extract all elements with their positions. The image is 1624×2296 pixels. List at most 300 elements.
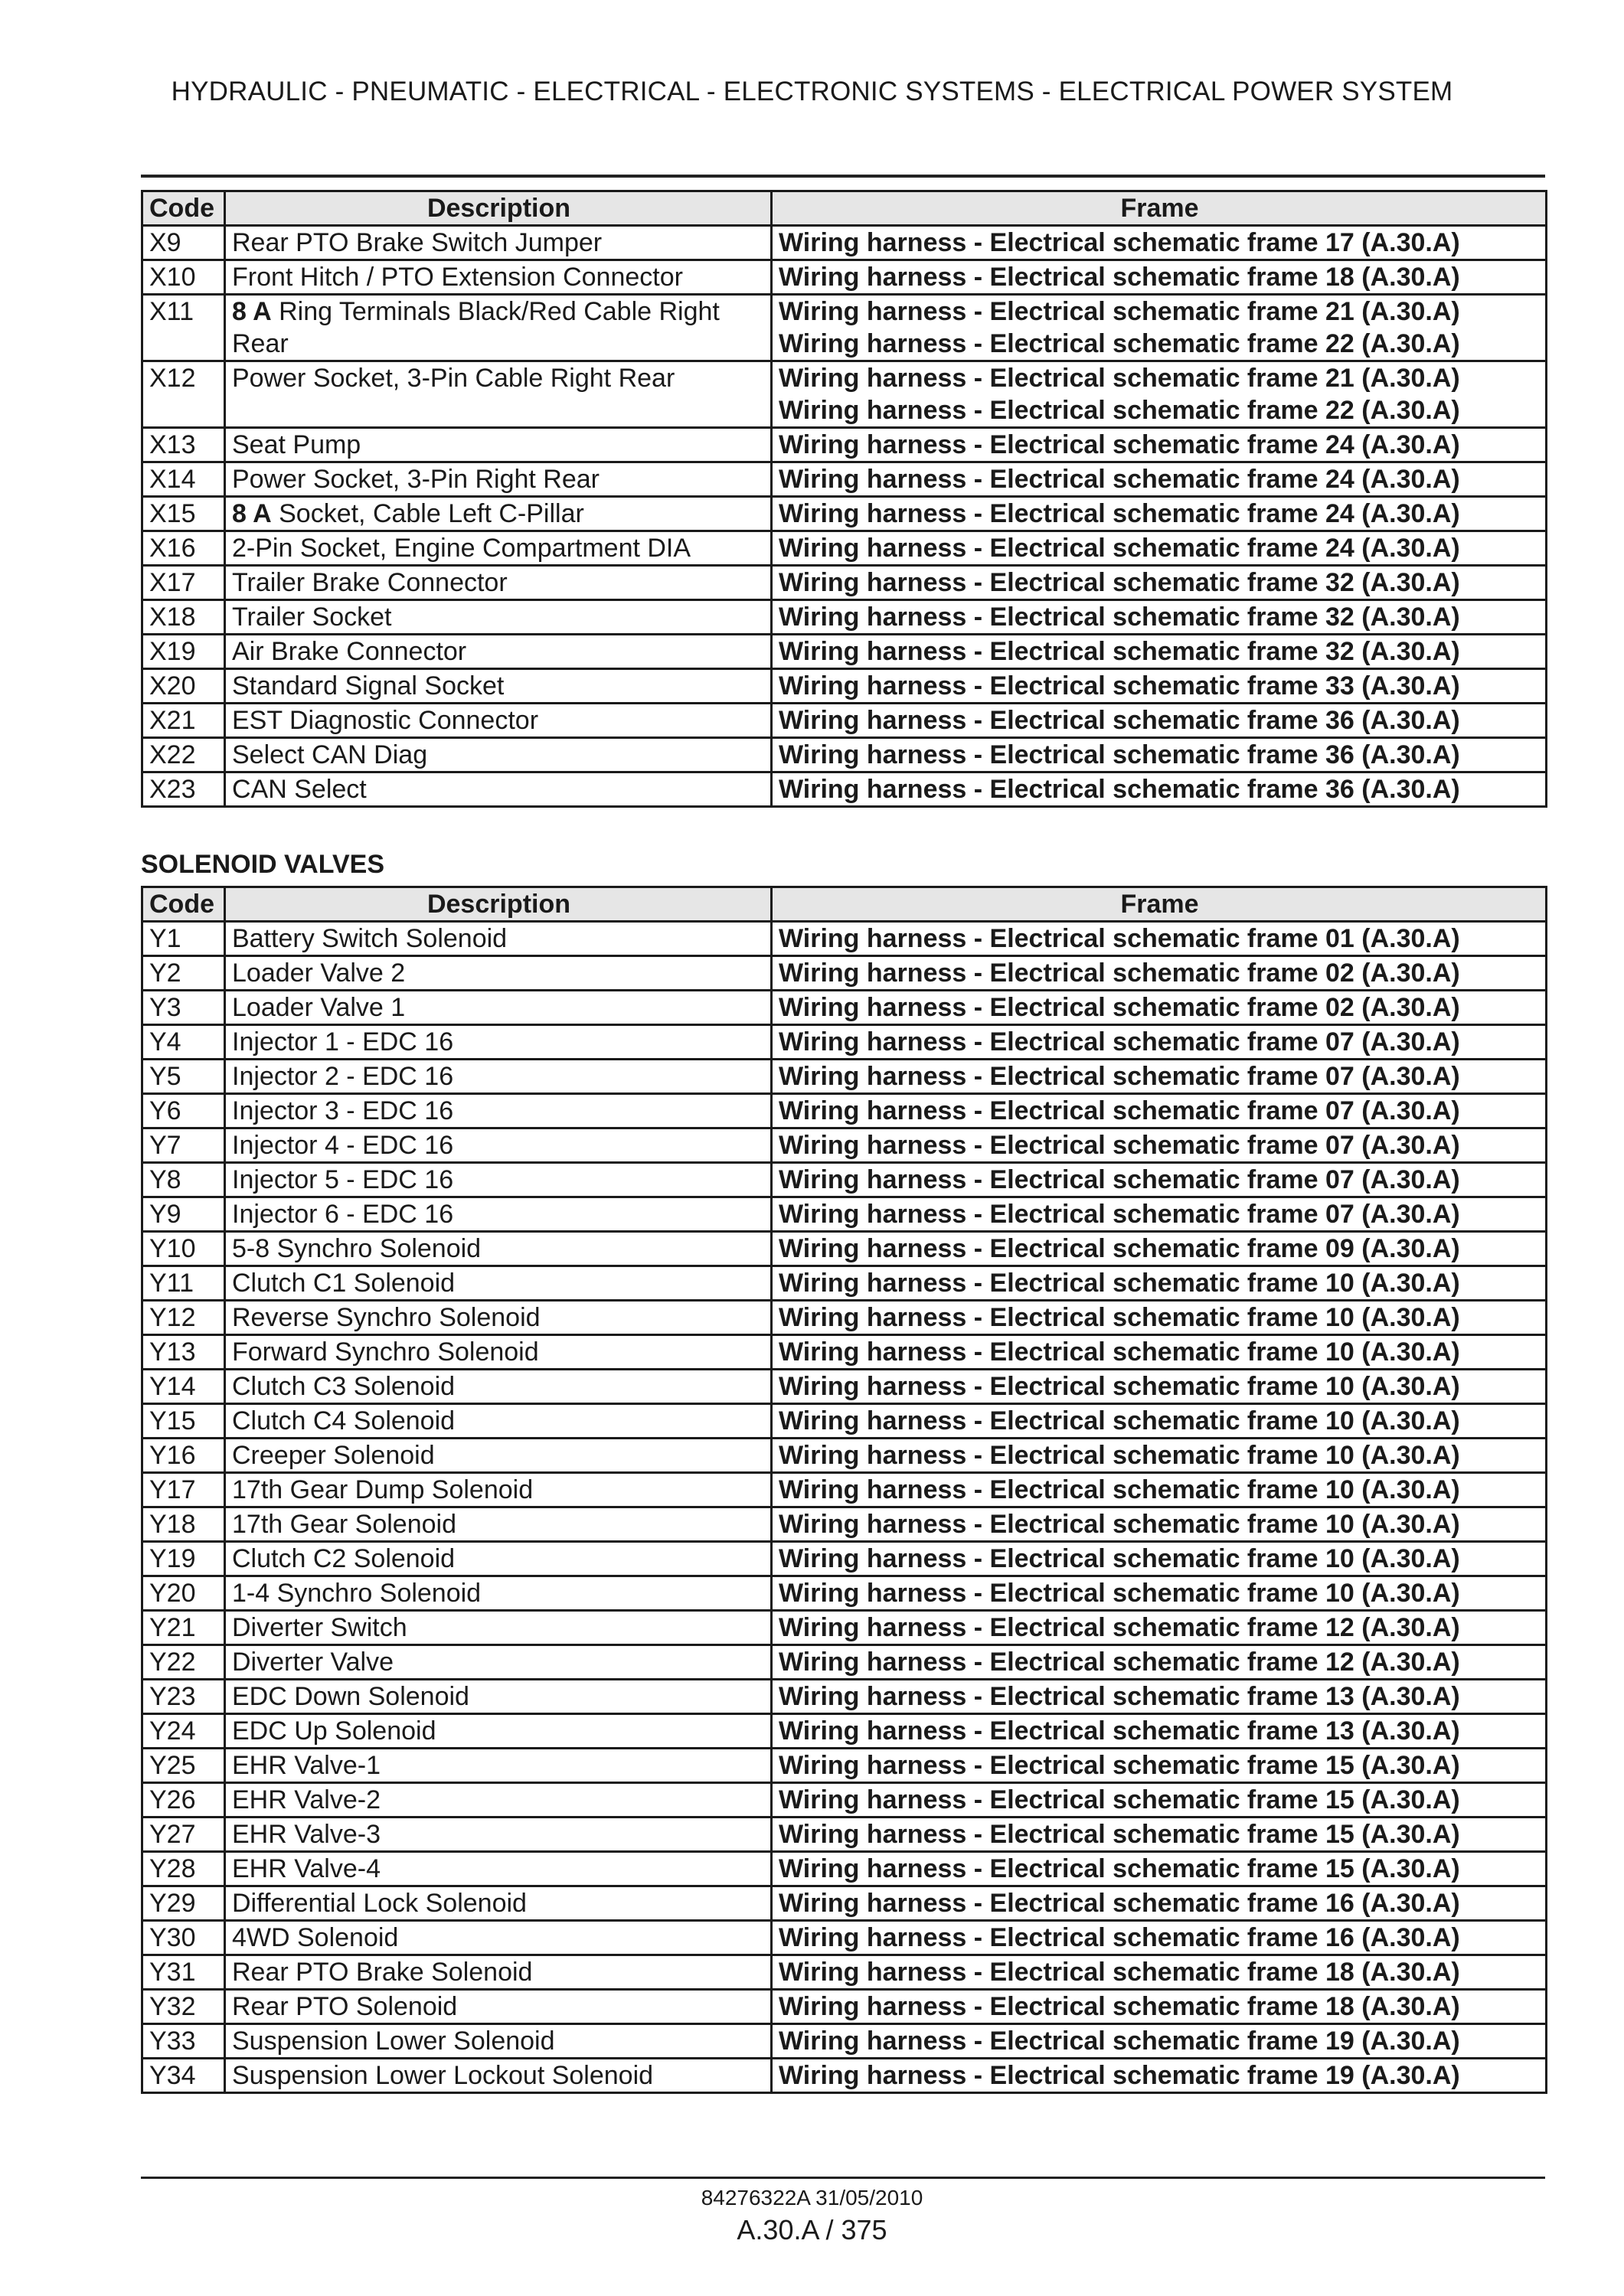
table-row <box>142 2059 1547 2093</box>
row-frame <box>772 1783 1547 1818</box>
frame-reference: Wiring harness - Electrical schematic frame 16 (A.30.A) <box>779 1889 1460 1918</box>
description-line <box>232 1577 766 1609</box>
description-line <box>232 2059 766 2092</box>
description-line <box>232 957 766 989</box>
row-description <box>225 1197 772 1232</box>
frame-reference: Wiring harness - Electrical schematic frame 24 (A.30.A) <box>779 430 1460 459</box>
table-row <box>142 531 1547 566</box>
table-row <box>142 956 1547 991</box>
row-description <box>225 669 772 704</box>
frame-reference: Wiring harness - Electrical schematic frame 22 (A.30.A) <box>779 396 1460 425</box>
frame-reference: Wiring harness - Electrical schematic frame 10 (A.30.A) <box>779 1303 1460 1332</box>
row-code: Y20 <box>142 1576 225 1611</box>
row-description <box>225 922 772 956</box>
table-row <box>142 1749 1547 1783</box>
section-title-solenoid-valves: SOLENOID VALVES <box>141 850 385 879</box>
table-row <box>142 462 1547 497</box>
frame-reference: Wiring harness - Electrical schematic frame 10 (A.30.A) <box>779 1406 1460 1435</box>
description-text: Rear PTO Brake Solenoid <box>232 1958 533 1987</box>
table-row <box>142 2024 1547 2059</box>
row-description <box>225 1886 772 1921</box>
row-frame <box>772 1542 1547 1576</box>
frame-reference: Wiring harness - Electrical schematic frame 07 (A.30.A) <box>779 1131 1460 1160</box>
description-line <box>232 773 766 805</box>
frame-reference: Wiring harness - Electrical schematic frame 07 (A.30.A) <box>779 1062 1460 1091</box>
row-frame <box>772 428 1547 462</box>
row-description <box>225 1542 772 1576</box>
row-frame <box>772 1473 1547 1507</box>
description-line <box>232 601 766 633</box>
description-line <box>232 567 766 599</box>
row-code: X19 <box>142 635 225 669</box>
description-text: EHR Valve-3 <box>232 1820 381 1849</box>
row-description <box>225 1163 772 1197</box>
row-description <box>225 295 772 361</box>
frame-reference: Wiring harness - Electrical schematic frame 24 (A.30.A) <box>779 465 1460 494</box>
row-frame <box>772 2024 1547 2059</box>
row-code: X14 <box>142 462 225 497</box>
row-description <box>225 462 772 497</box>
row-code: Y32 <box>142 1990 225 2024</box>
row-code: Y34 <box>142 2059 225 2093</box>
row-code: Y6 <box>142 1094 225 1128</box>
description-line <box>232 1302 766 1334</box>
description-line <box>232 1439 766 1471</box>
description-line <box>232 1060 766 1092</box>
row-code: Y31 <box>142 1955 225 1990</box>
description-bold-prefix: 8 A <box>232 297 272 326</box>
row-frame <box>772 1335 1547 1370</box>
row-frame <box>772 1128 1547 1163</box>
table-row <box>142 669 1547 704</box>
row-frame <box>772 1025 1547 1060</box>
description-line <box>232 1543 766 1575</box>
description-text: EDC Up Solenoid <box>232 1716 436 1746</box>
table-row <box>142 1955 1547 1990</box>
frame-reference: Wiring harness - Electrical schematic frame 36 (A.30.A) <box>779 706 1460 735</box>
frame-reference: Wiring harness - Electrical schematic frame 07 (A.30.A) <box>779 1027 1460 1057</box>
row-code: X22 <box>142 738 225 772</box>
frame-reference: Wiring harness - Electrical schematic frame 07 (A.30.A) <box>779 1200 1460 1229</box>
description-text: Rear PTO Brake Switch Jumper <box>232 228 603 257</box>
row-description <box>225 1060 772 1094</box>
description-line <box>232 923 766 955</box>
description-line <box>232 296 766 328</box>
row-frame <box>772 1094 1547 1128</box>
description-text: Reverse Synchro Solenoid <box>232 1303 541 1332</box>
row-code: Y19 <box>142 1542 225 1576</box>
row-frame <box>772 1163 1547 1197</box>
description-text: Clutch C3 Solenoid <box>232 1372 456 1401</box>
row-frame <box>772 1301 1547 1335</box>
frame-reference: Wiring harness - Electrical schematic frame 15 (A.30.A) <box>779 1751 1460 1780</box>
row-code: Y5 <box>142 1060 225 1094</box>
table-row <box>142 1094 1547 1128</box>
solenoid-valves-table <box>141 886 1547 2094</box>
description-text: Rear <box>232 329 289 358</box>
description-line <box>232 1922 766 1954</box>
frame-reference: Wiring harness - Electrical schematic frame 10 (A.30.A) <box>779 1372 1460 1401</box>
row-frame <box>772 1611 1547 1645</box>
row-code: Y16 <box>142 1439 225 1473</box>
row-code: Y22 <box>142 1645 225 1680</box>
row-frame <box>772 1197 1547 1232</box>
row-description <box>225 1611 772 1645</box>
description-line <box>232 362 766 394</box>
row-frame <box>772 2059 1547 2093</box>
row-frame <box>772 772 1547 807</box>
row-code: X16 <box>142 531 225 566</box>
row-frame <box>772 1507 1547 1542</box>
description-text: CAN Select <box>232 775 367 804</box>
table-row <box>142 1542 1547 1576</box>
description-line <box>232 429 766 461</box>
row-frame <box>772 1439 1547 1473</box>
row-frame <box>772 260 1547 295</box>
row-description <box>225 361 772 428</box>
row-code: X23 <box>142 772 225 807</box>
row-code: X15 <box>142 497 225 531</box>
row-description <box>225 991 772 1025</box>
table-row <box>142 428 1547 462</box>
frame-reference: Wiring harness - Electrical schematic frame 09 (A.30.A) <box>779 1234 1460 1263</box>
description-line <box>232 1164 766 1196</box>
table-row <box>142 1886 1547 1921</box>
row-description <box>225 260 772 295</box>
row-code: Y9 <box>142 1197 225 1232</box>
description-text: Socket, Cable Left C-Pillar <box>271 499 584 528</box>
frame-reference: Wiring harness - Electrical schematic frame 18 (A.30.A) <box>779 1958 1460 1987</box>
description-text: EHR Valve-2 <box>232 1785 381 1814</box>
table-row <box>142 1163 1547 1197</box>
description-text: Seat Pump <box>232 430 361 459</box>
description-line <box>232 1508 766 1540</box>
row-frame <box>772 1886 1547 1921</box>
frame-reference: Wiring harness - Electrical schematic frame 24 (A.30.A) <box>779 534 1460 563</box>
description-text: Injector 5 - EDC 16 <box>232 1165 454 1194</box>
row-code: X11 <box>142 295 225 361</box>
description-text: Differential Lock Solenoid <box>232 1889 527 1918</box>
row-description <box>225 2059 772 2093</box>
description-line <box>232 635 766 668</box>
description-line <box>232 1749 766 1782</box>
table-row <box>142 600 1547 635</box>
description-line <box>232 1646 766 1678</box>
row-code: Y27 <box>142 1818 225 1852</box>
table-row <box>142 260 1547 295</box>
frame-reference: Wiring harness - Electrical schematic frame 18 (A.30.A) <box>779 263 1460 292</box>
description-text: 17th Gear Solenoid <box>232 1510 456 1539</box>
row-description <box>225 1852 772 1886</box>
frame-reference: Wiring harness - Electrical schematic frame 10 (A.30.A) <box>779 1337 1460 1367</box>
description-text: Front Hitch / PTO Extension Connector <box>232 263 683 292</box>
row-code: Y15 <box>142 1404 225 1439</box>
row-code: Y12 <box>142 1301 225 1335</box>
frame-reference: Wiring harness - Electrical schematic frame 10 (A.30.A) <box>779 1510 1460 1539</box>
frame-reference: Wiring harness - Electrical schematic frame 10 (A.30.A) <box>779 1475 1460 1504</box>
description-text: Clutch C1 Solenoid <box>232 1269 456 1298</box>
description-text: Diverter Switch <box>232 1613 407 1642</box>
table-row <box>142 1852 1547 1886</box>
description-line <box>232 498 766 530</box>
column-header-frame: Frame <box>772 191 1547 226</box>
column-header-code: Code <box>142 887 225 922</box>
row-description <box>225 1439 772 1473</box>
frame-reference: Wiring harness - Electrical schematic frame 10 (A.30.A) <box>779 1269 1460 1298</box>
row-description <box>225 600 772 635</box>
row-code: Y18 <box>142 1507 225 1542</box>
row-frame <box>772 922 1547 956</box>
description-line <box>232 1887 766 1919</box>
row-frame <box>772 1955 1547 1990</box>
table-row <box>142 1714 1547 1749</box>
row-frame <box>772 497 1547 531</box>
row-code: Y24 <box>142 1714 225 1749</box>
table-row <box>142 1404 1547 1439</box>
description-text: 4WD Solenoid <box>232 1923 399 1952</box>
row-code: Y25 <box>142 1749 225 1783</box>
frame-reference: Wiring harness - Electrical schematic frame 10 (A.30.A) <box>779 1544 1460 1573</box>
row-description <box>225 226 772 260</box>
description-text: Injector 3 - EDC 16 <box>232 1096 454 1125</box>
row-description <box>225 1094 772 1128</box>
table-header-row <box>142 887 1547 922</box>
table-row <box>142 1645 1547 1680</box>
row-description <box>225 1473 772 1507</box>
row-description <box>225 1818 772 1852</box>
row-description <box>225 1232 772 1266</box>
table-row <box>142 1783 1547 1818</box>
table-row <box>142 1060 1547 1094</box>
description-line <box>232 1991 766 2023</box>
frame-reference: Wiring harness - Electrical schematic frame 21 (A.30.A) <box>779 297 1460 326</box>
row-frame <box>772 704 1547 738</box>
row-description <box>225 566 772 600</box>
row-code: Y14 <box>142 1370 225 1404</box>
row-frame <box>772 1680 1547 1714</box>
description-line <box>232 1336 766 1368</box>
frame-reference: Wiring harness - Electrical schematic frame 33 (A.30.A) <box>779 671 1460 701</box>
row-description <box>225 956 772 991</box>
page-header: HYDRAULIC - PNEUMATIC - ELECTRICAL - ELECTRONIC SYSTEMS - ELECTRICAL POWER SYSTEM <box>171 77 1453 106</box>
row-frame <box>772 1576 1547 1611</box>
row-frame <box>772 531 1547 566</box>
description-line <box>232 1129 766 1161</box>
table-row <box>142 1680 1547 1714</box>
description-text: Injector 6 - EDC 16 <box>232 1200 454 1229</box>
description-line <box>232 1474 766 1506</box>
row-code: Y8 <box>142 1163 225 1197</box>
table-header-row <box>142 191 1547 226</box>
description-line <box>232 2025 766 2057</box>
description-text: Suspension Lower Lockout Solenoid <box>232 2061 654 2090</box>
table-row <box>142 1370 1547 1404</box>
description-text: Suspension Lower Solenoid <box>232 2027 555 2056</box>
table-row <box>142 991 1547 1025</box>
table-row <box>142 1439 1547 1473</box>
frame-reference: Wiring harness - Electrical schematic frame 19 (A.30.A) <box>779 2061 1460 2090</box>
description-line <box>232 532 766 564</box>
row-code: Y7 <box>142 1128 225 1163</box>
description-text: Injector 1 - EDC 16 <box>232 1027 454 1057</box>
row-code: Y28 <box>142 1852 225 1886</box>
footer-rule <box>141 2177 1545 2179</box>
table-row <box>142 1921 1547 1955</box>
frame-reference: Wiring harness - Electrical schematic frame 10 (A.30.A) <box>779 1441 1460 1470</box>
row-description <box>225 1680 772 1714</box>
table-row <box>142 635 1547 669</box>
row-description <box>225 1921 772 1955</box>
row-frame <box>772 956 1547 991</box>
frame-reference: Wiring harness - Electrical schematic frame 16 (A.30.A) <box>779 1923 1460 1952</box>
description-line <box>232 1026 766 1058</box>
row-description <box>225 1714 772 1749</box>
description-line <box>232 1233 766 1265</box>
row-frame <box>772 1232 1547 1266</box>
column-header-frame: Frame <box>772 887 1547 922</box>
frame-reference: Wiring harness - Electrical schematic frame 12 (A.30.A) <box>779 1648 1460 1677</box>
row-description <box>225 738 772 772</box>
row-code: X20 <box>142 669 225 704</box>
row-code: Y23 <box>142 1680 225 1714</box>
description-text: EDC Down Solenoid <box>232 1682 469 1711</box>
row-description <box>225 1576 772 1611</box>
description-line <box>232 670 766 702</box>
row-code: X13 <box>142 428 225 462</box>
description-line <box>232 704 766 736</box>
column-header-code: Code <box>142 191 225 226</box>
connectors-table <box>141 190 1547 808</box>
table-row <box>142 226 1547 260</box>
row-code: X21 <box>142 704 225 738</box>
row-frame <box>772 1266 1547 1301</box>
row-description <box>225 772 772 807</box>
row-code: Y3 <box>142 991 225 1025</box>
row-frame <box>772 1645 1547 1680</box>
row-frame <box>772 462 1547 497</box>
row-frame <box>772 226 1547 260</box>
table-row <box>142 361 1547 428</box>
table-row <box>142 1818 1547 1852</box>
frame-reference: Wiring harness - Electrical schematic frame 17 (A.30.A) <box>779 228 1460 257</box>
header-rule <box>141 175 1545 178</box>
frame-reference: Wiring harness - Electrical schematic frame 18 (A.30.A) <box>779 1992 1460 2021</box>
description-text: Rear PTO Solenoid <box>232 1992 458 2021</box>
footer-document-reference: 84276322A 31/05/2010 <box>701 2186 923 2209</box>
row-frame <box>772 600 1547 635</box>
row-frame <box>772 295 1547 361</box>
description-text: EST Diagnostic Connector <box>232 706 539 735</box>
description-line <box>232 991 766 1024</box>
description-line <box>232 1784 766 1816</box>
row-description <box>225 1645 772 1680</box>
row-code: Y11 <box>142 1266 225 1301</box>
row-code: Y1 <box>142 922 225 956</box>
row-frame <box>772 1404 1547 1439</box>
row-code: X12 <box>142 361 225 428</box>
row-description <box>225 1404 772 1439</box>
description-text: Loader Valve 1 <box>232 993 406 1022</box>
description-text: Standard Signal Socket <box>232 671 505 701</box>
table-row <box>142 1128 1547 1163</box>
row-description <box>225 1025 772 1060</box>
table-row <box>142 1266 1547 1301</box>
row-code: Y10 <box>142 1232 225 1266</box>
table-row <box>142 295 1547 361</box>
description-line <box>232 739 766 771</box>
row-frame <box>772 669 1547 704</box>
frame-reference: Wiring harness - Electrical schematic frame 32 (A.30.A) <box>779 568 1460 597</box>
row-description <box>225 1301 772 1335</box>
description-text: Power Socket, 3-Pin Right Rear <box>232 465 600 494</box>
row-code: Y4 <box>142 1025 225 1060</box>
row-description <box>225 1335 772 1370</box>
frame-reference: Wiring harness - Electrical schematic frame 13 (A.30.A) <box>779 1716 1460 1746</box>
row-code: X9 <box>142 226 225 260</box>
row-description <box>225 1128 772 1163</box>
description-text: Trailer Brake Connector <box>232 568 508 597</box>
frame-reference: Wiring harness - Electrical schematic frame 13 (A.30.A) <box>779 1682 1460 1711</box>
frame-reference: Wiring harness - Electrical schematic frame 15 (A.30.A) <box>779 1785 1460 1814</box>
row-description <box>225 704 772 738</box>
table-row <box>142 1232 1547 1266</box>
frame-reference: Wiring harness - Electrical schematic frame 32 (A.30.A) <box>779 637 1460 666</box>
row-description <box>225 1370 772 1404</box>
row-code: X18 <box>142 600 225 635</box>
row-description <box>225 2024 772 2059</box>
description-text: Forward Synchro Solenoid <box>232 1337 539 1367</box>
footer-page-number: A.30.A / 375 <box>737 2214 887 2245</box>
row-frame <box>772 361 1547 428</box>
table-row <box>142 566 1547 600</box>
row-frame <box>772 1921 1547 1955</box>
description-line <box>232 1267 766 1299</box>
table-row <box>142 497 1547 531</box>
frame-reference: Wiring harness - Electrical schematic frame 10 (A.30.A) <box>779 1579 1460 1608</box>
description-line <box>232 1853 766 1885</box>
row-description <box>225 1783 772 1818</box>
frame-reference: Wiring harness - Electrical schematic frame 19 (A.30.A) <box>779 2027 1460 2056</box>
description-text: Air Brake Connector <box>232 637 467 666</box>
description-line <box>232 1956 766 1988</box>
table-row <box>142 704 1547 738</box>
description-text: EHR Valve-1 <box>232 1751 381 1780</box>
description-text: 17th Gear Dump Solenoid <box>232 1475 534 1504</box>
description-line <box>232 1370 766 1403</box>
description-text: Clutch C2 Solenoid <box>232 1544 456 1573</box>
frame-reference: Wiring harness - Electrical schematic frame 01 (A.30.A) <box>779 924 1460 953</box>
row-frame <box>772 1818 1547 1852</box>
row-frame <box>772 566 1547 600</box>
description-text: Creeper Solenoid <box>232 1441 435 1470</box>
description-line <box>232 261 766 293</box>
frame-reference: Wiring harness - Electrical schematic frame 36 (A.30.A) <box>779 740 1460 769</box>
description-text: Trailer Socket <box>232 603 392 632</box>
description-line <box>232 1680 766 1713</box>
table-row <box>142 1025 1547 1060</box>
row-frame <box>772 991 1547 1025</box>
description-bold-prefix: 8 A <box>232 499 272 528</box>
table-row <box>142 772 1547 807</box>
frame-reference: Wiring harness - Electrical schematic frame 24 (A.30.A) <box>779 499 1460 528</box>
row-code: X10 <box>142 260 225 295</box>
row-frame <box>772 1714 1547 1749</box>
frame-reference: Wiring harness - Electrical schematic frame 22 (A.30.A) <box>779 329 1460 358</box>
description-text: Ring Terminals Black/Red Cable Right <box>271 297 720 326</box>
table-row <box>142 1301 1547 1335</box>
row-description <box>225 531 772 566</box>
row-description <box>225 497 772 531</box>
